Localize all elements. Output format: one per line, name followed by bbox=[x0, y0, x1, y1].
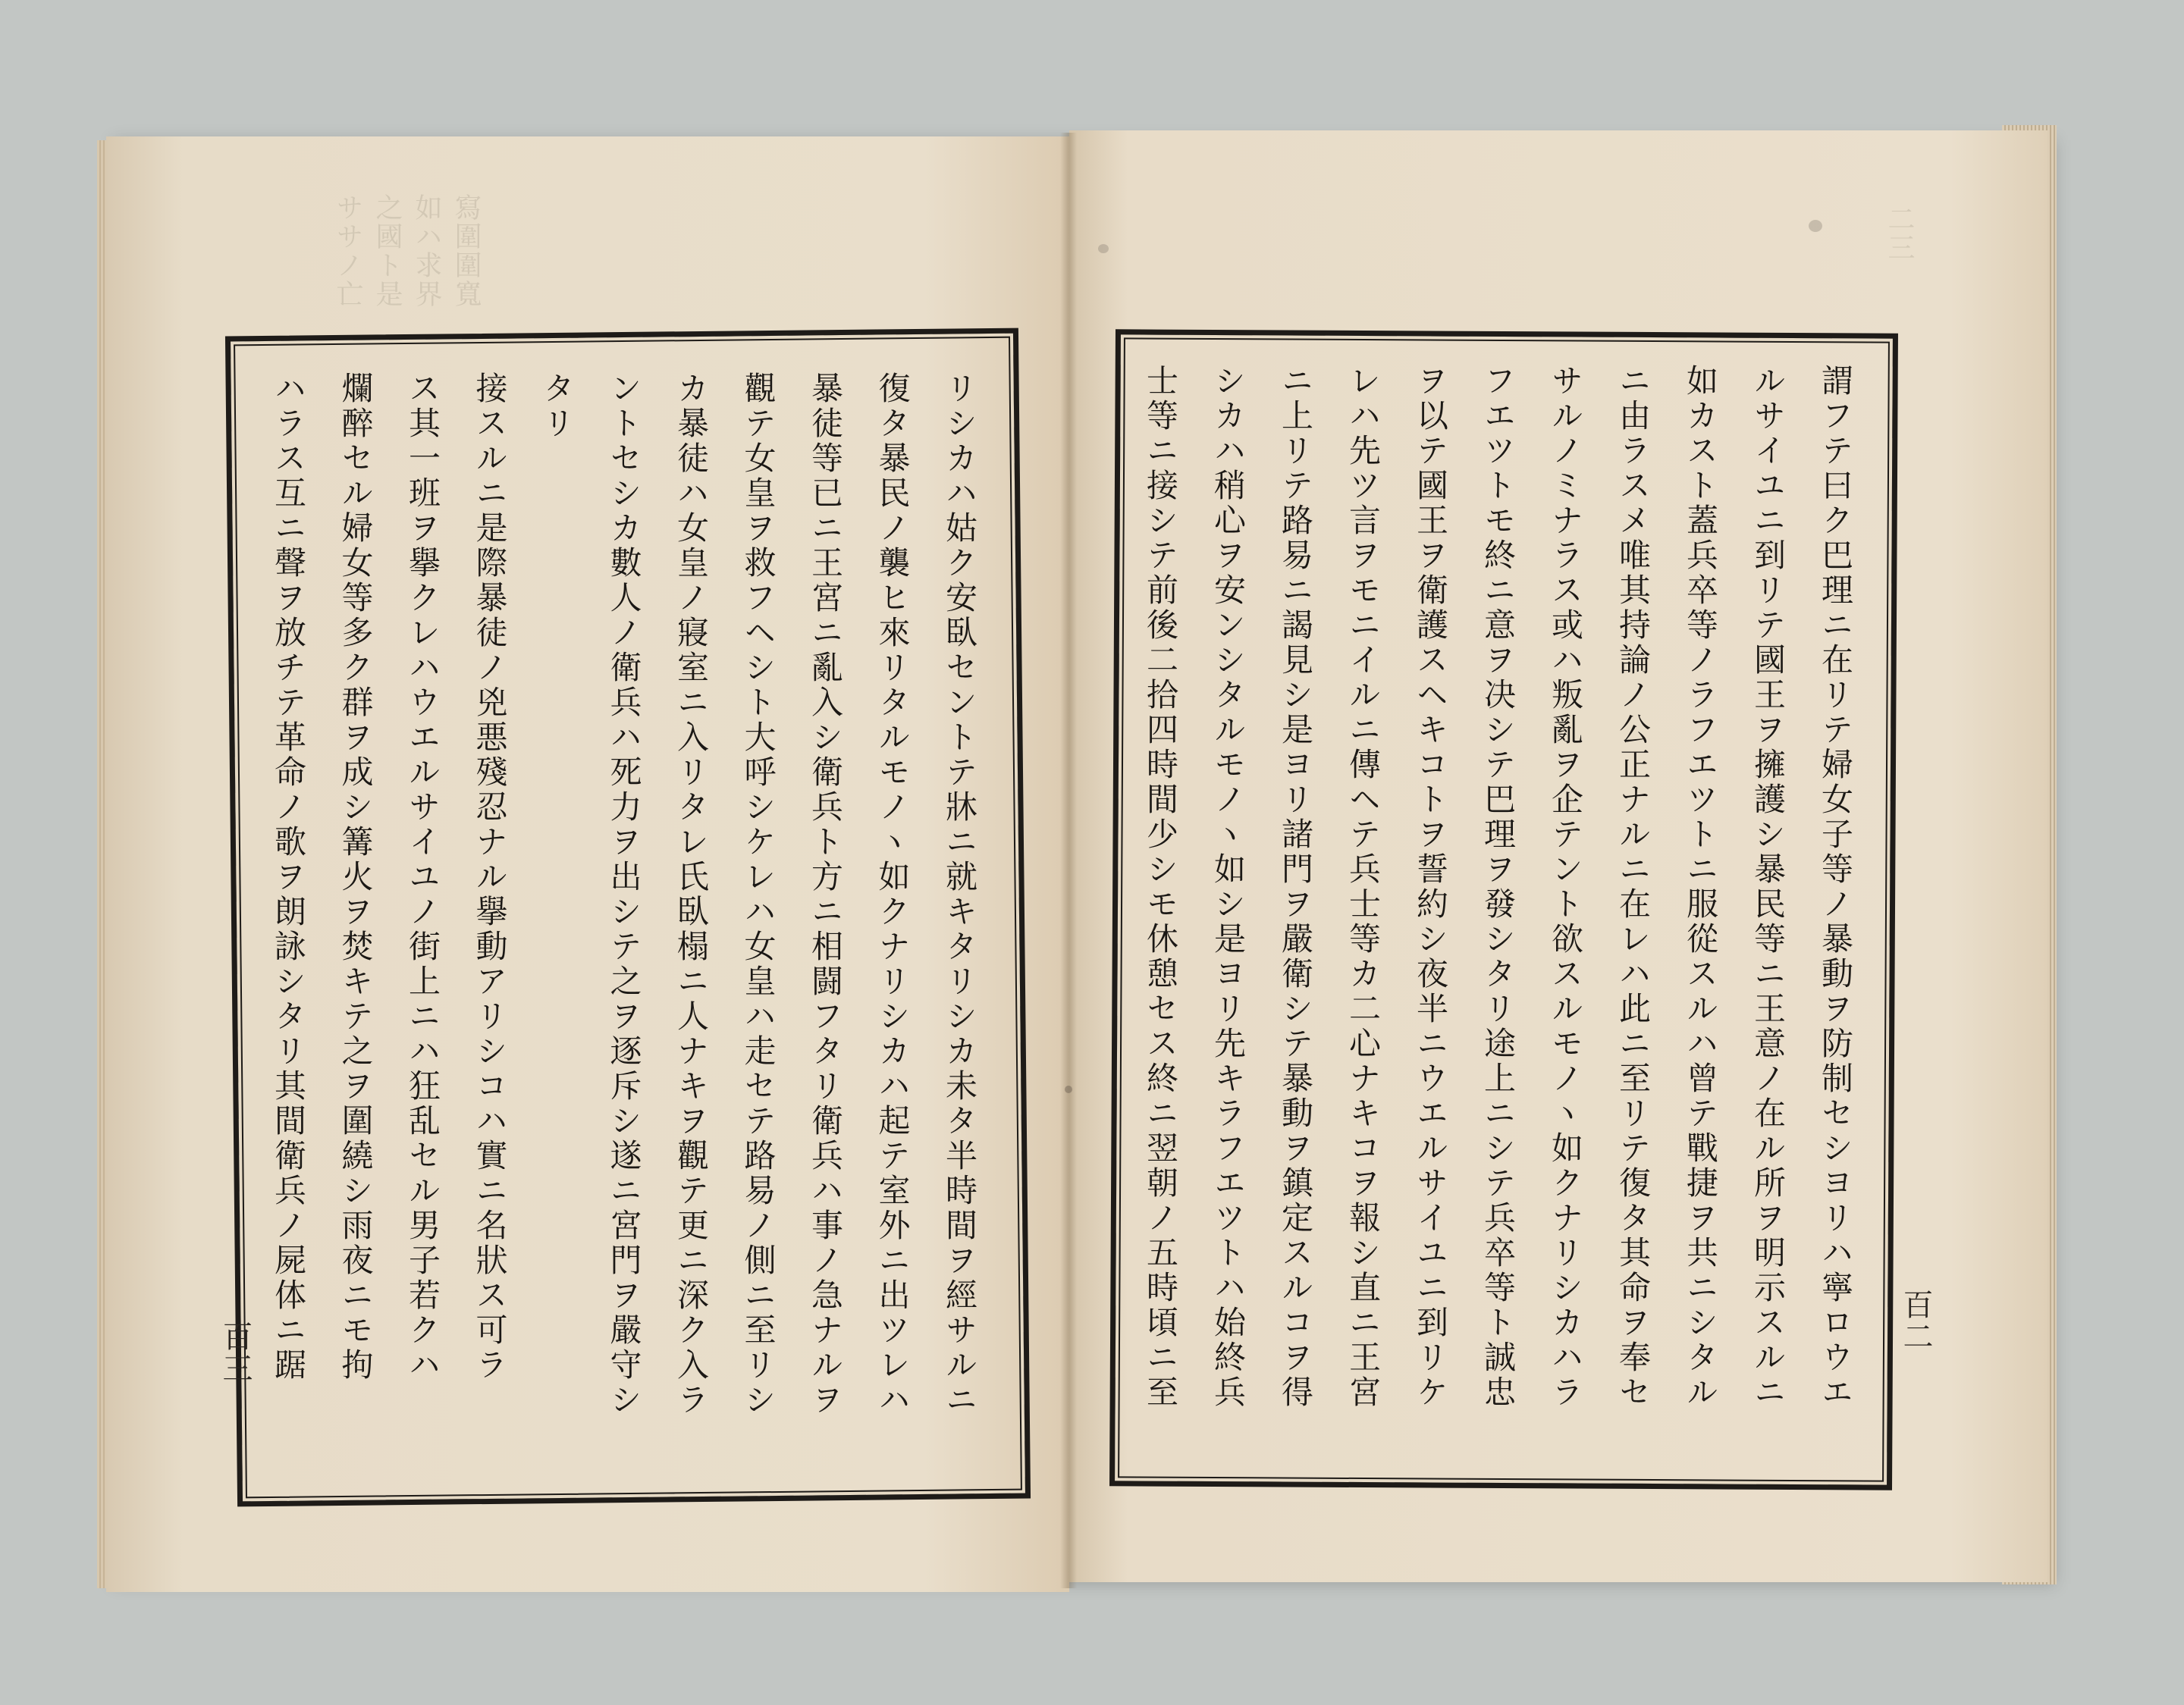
ink-spot bbox=[1065, 1086, 1072, 1093]
paper-stain bbox=[1809, 220, 1822, 232]
text-column: 接スルニ是際暴徒ノ兇悪殘忍ナル擧動アリシコハ實ニ名狀ス可ラ bbox=[471, 371, 509, 1383]
text-column: フエツトモ終ニ意ヲ决シテ巴理ヲ發シタリ途上ニシテ兵卒等ト誠忠 bbox=[1480, 364, 1517, 1410]
text-column: レハ先ツ言ヲモニイルニ傳ヘテ兵士等カ二心ナキコヲ報シ直ニ王宮 bbox=[1345, 364, 1382, 1410]
left-show-through-text bbox=[258, 193, 485, 337]
text-column: 復タ暴民ノ襲ヒ來リタルモノヽ如クナリシカハ起テ室外ニ出ツレハ bbox=[874, 371, 912, 1418]
show-through-column: ササノ亡 bbox=[332, 193, 363, 309]
text-column: ハラス互ニ聲ヲ放チテ革命ノ歌ヲ朗詠シタリ其間衛兵ノ屍体ニ踞 bbox=[270, 371, 307, 1383]
book-gutter bbox=[1060, 133, 1077, 1588]
text-column: 爛醉セル婦女等多ク群ヲ成シ篝火ヲ焚キテ之ヲ圍繞シ雨夜ニモ拘 bbox=[337, 371, 375, 1383]
text-column: ントセシカ數人ノ衛兵ハ死力ヲ出シテ之ヲ逐斥シ遂ニ宮門ヲ嚴守シ bbox=[605, 371, 643, 1418]
text-column: ヲ以テ國王ヲ衛護スヘキコトヲ誓約シ夜半ニウエルサイユニ到リケ bbox=[1412, 364, 1449, 1410]
text-column: リシカハ姑ク安臥セントテ牀ニ就キタリシカ未タ半時間ヲ經サルニ bbox=[941, 371, 978, 1418]
text-column: 士等ニ接シテ前後二拾四時間少シモ休憩セス終ニ翌朝ノ五時頃ニ至 bbox=[1142, 364, 1179, 1410]
paper-stain bbox=[1098, 244, 1109, 253]
text-column: 暴徒等已ニ王宮ニ亂入シ衛兵ト方ニ相闘フタリ衛兵ハ事ノ急ナルヲ bbox=[807, 371, 844, 1418]
text-column: ス其一班ヲ擧クレハウエルサイユノ街上ニハ狂乱セル男子若クハ bbox=[404, 371, 441, 1383]
text-column: 謂フテ曰ク巴理ニ在リテ婦女子等ノ暴動ヲ防制セシヨリハ寧ロウエ bbox=[1817, 364, 1854, 1410]
show-through-column: 如ハ求界 bbox=[411, 193, 442, 309]
text-column: サルノミナラス或ハ叛亂ヲ企テント欲スルモノヽ如クナリシカハラ bbox=[1547, 364, 1584, 1410]
text-column: 如カスト蓋兵卒等ノラフエツトニ服從スルハ曾テ戰捷ヲ共ニシタル bbox=[1682, 364, 1719, 1410]
right-text-block bbox=[1138, 364, 1858, 1456]
show-through-column: 二三 bbox=[1884, 205, 1915, 262]
text-column: ニ由ラスメ唯其持論ノ公正ナルニ在レハ此ニ至リテ復タ其命ヲ奉セ bbox=[1614, 364, 1652, 1410]
left-text-block bbox=[265, 371, 982, 1463]
right-page-number: 百二 bbox=[1898, 1289, 1933, 1352]
text-column: ニ上リテ路易ニ謁見シ是ヨリ諸門ヲ嚴衛シテ暴動ヲ鎮定スルコヲ得 bbox=[1277, 364, 1314, 1410]
show-through-column: 寫圍圍寬 bbox=[450, 193, 482, 309]
text-column: ルサイユニ到リテ國王ヲ擁護シ暴民等ニ王意ノ在ル所ヲ明示スルニ bbox=[1749, 364, 1787, 1410]
right-show-through-text bbox=[1858, 205, 1919, 296]
text-column: シカハ稍心ヲ安ンシタルモノヽ如シ是ヨリ先キラフエツトハ始終兵 bbox=[1210, 364, 1247, 1410]
text-column: タリ bbox=[538, 371, 576, 441]
text-column: 觀テ女皇ヲ救フヘシト大呼シケレハ女皇ハ走セテ路易ノ側ニ至リシ bbox=[739, 371, 777, 1418]
left-page-number: 百三 bbox=[218, 1321, 253, 1384]
show-through-column: 之國ト是 bbox=[372, 193, 403, 309]
text-column: カ暴徒ハ女皇ノ寢室ニ入リタレ氏臥榻ニ人ナキヲ觀テ更ニ深ク入ラ bbox=[673, 371, 710, 1418]
